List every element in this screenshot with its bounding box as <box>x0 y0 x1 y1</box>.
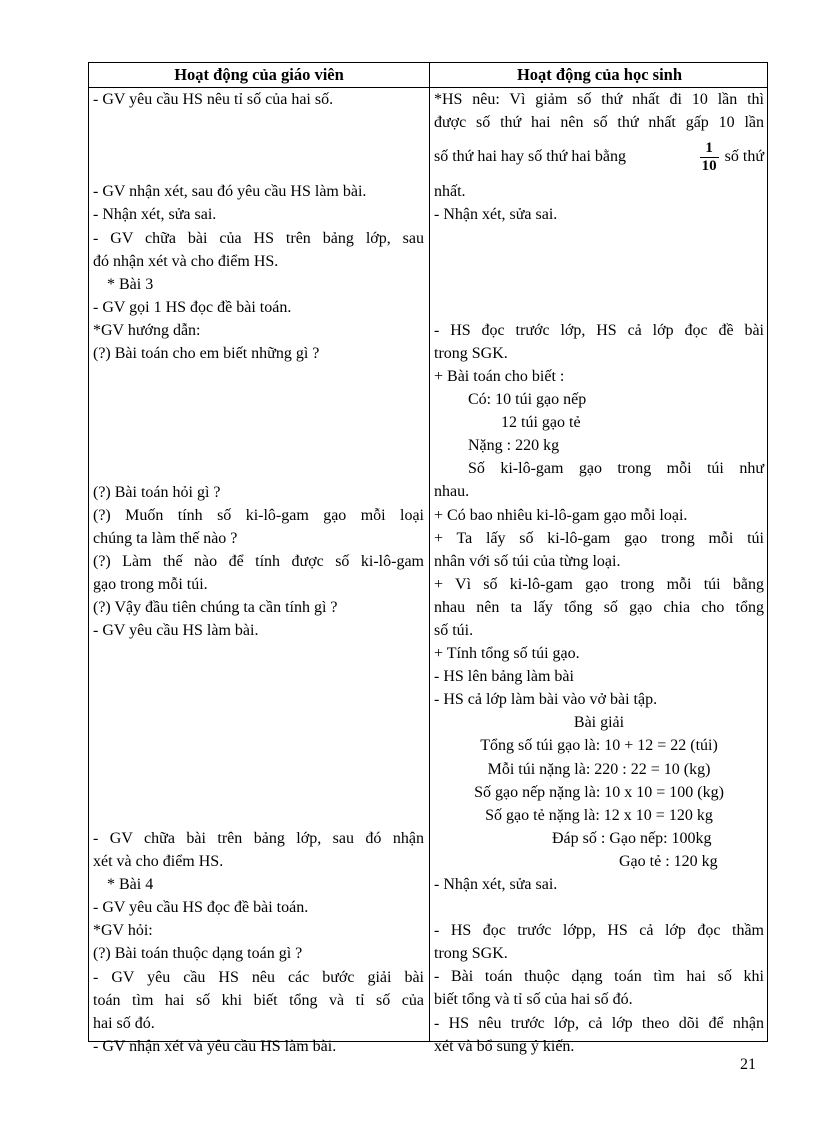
teacher-line <box>93 735 424 758</box>
teacher-line <box>93 365 424 388</box>
student-line: - HS đọc trước lớp, HS cả lớp đọc đề bài <box>434 321 764 339</box>
teacher-line <box>93 388 424 411</box>
table-header <box>89 63 767 88</box>
teacher-line: - Nhận xét, sửa sai. <box>93 206 217 224</box>
student-line: nhau nên ta lấy tổng số gạo chia cho tổng <box>434 598 764 616</box>
teacher-line <box>93 781 424 804</box>
teacher-line: toán tìm hai số khi biết tổng và tỉ số của <box>93 991 424 1009</box>
student-line: trong SGK. <box>434 344 508 362</box>
teacher-line <box>93 111 424 134</box>
header-student: Hoạt động của học sinh <box>516 65 683 84</box>
teacher-line <box>93 665 424 688</box>
student-line: biết tổng và tỉ số của hai số đó. <box>434 991 633 1009</box>
teacher-line <box>93 134 424 157</box>
teacher-line: - GV yêu cầu HS làm bài. <box>93 622 259 640</box>
student-line: trong SGK. <box>434 945 508 963</box>
student-line: - HS nêu trước lớp, cả lớp theo dõi để nhận <box>434 1014 764 1032</box>
student-line: - HS cả lớp làm bài vào vở bài tập. <box>434 691 658 709</box>
student-line: - Nhận xét, sửa sai. <box>434 206 558 224</box>
student-line: Số ki-lô-gam gạo trong mỗi túi như <box>468 460 764 478</box>
solution-line: Tổng số túi gạo là: 10 + 12 = 22 (túi) <box>480 737 718 755</box>
student-line: - Bài toán thuộc dạng toán tìm hai số khi <box>434 968 764 986</box>
student-line: Nặng : 220 kg <box>468 437 560 455</box>
teacher-line: - GV yêu cầu HS nêu tỉ số của hai số. <box>93 91 334 108</box>
student-line: xét và bổ sung ý kiến. <box>434 1037 575 1055</box>
teacher-line <box>93 688 424 711</box>
student-line: + Có bao nhiêu ki-lô-gam gạo mỗi loại. <box>434 506 688 524</box>
student-line: nhau. <box>434 483 470 501</box>
answer-line: Gạo tẻ : 120 kg <box>619 852 718 870</box>
student-line: + Ta lấy số ki-lô-gam gạo trong mỗi túi <box>434 529 764 547</box>
teacher-line <box>93 712 424 735</box>
solution-line: Mỗi túi nặng là: 220 : 22 = 10 (kg) <box>487 760 711 778</box>
teacher-line <box>93 411 424 434</box>
student-line: Có: 10 túi gạo nếp <box>468 391 587 409</box>
student-column <box>434 88 764 1058</box>
teacher-line <box>93 642 424 665</box>
teacher-line <box>93 157 424 180</box>
teacher-line <box>93 434 424 457</box>
student-line: nhân với số túi của từng loại. <box>434 552 621 570</box>
student-line: được số thứ hai nên số thứ nhất gấp 10 lần <box>434 114 764 132</box>
student-line: + Vì số ki-lô-gam gạo trong mỗi túi bằng <box>434 575 764 593</box>
exercise-heading: * Bài 4 <box>107 876 154 894</box>
page-number: 21 <box>740 1056 756 1073</box>
lesson-table <box>88 62 768 1055</box>
student-line-fraction <box>434 134 764 180</box>
student-line: 12 túi gạo tẻ <box>501 414 581 432</box>
teacher-line <box>93 758 424 781</box>
student-line: + Bài toán cho biết : <box>434 367 565 385</box>
teacher-line: - GV nhận xét, sau đó yêu cầu HS làm bài. <box>93 183 367 201</box>
student-line: nhất. <box>434 183 466 201</box>
column-divider <box>429 63 430 1041</box>
teacher-line: xét và cho điểm HS. <box>93 853 224 871</box>
solution-heading: Bài giải <box>573 714 625 732</box>
teacher-line: - GV chữa bài trên bảng lớp, sau đó nhận <box>93 830 424 847</box>
teacher-line: đó nhận xét và cho điểm HS. <box>93 252 279 270</box>
teacher-line: (?) Muốn tính số ki-lô-gam gạo mỗi loại <box>93 506 424 524</box>
teacher-line <box>93 458 424 481</box>
teacher-line: - GV yêu cầu HS đọc đề bài toán. <box>93 899 309 917</box>
solution-line: Số gạo tẻ nặng là: 12 x 10 = 120 kg <box>485 806 713 824</box>
teacher-line: hai số đó. <box>93 1014 155 1032</box>
fraction-denominator: 10 <box>701 157 717 174</box>
teacher-line: (?) Bài toán cho em biết những gì ? <box>93 345 320 363</box>
teacher-line: (?) Bài toán thuộc dạng toán gì ? <box>93 945 303 963</box>
teacher-line: - GV gọi 1 HS đọc đề bài toán. <box>93 298 292 316</box>
teacher-line: chúng ta làm thế nào ? <box>93 529 238 547</box>
solution-line: Số gạo nếp nặng là: 10 x 10 = 100 (kg) <box>474 783 724 801</box>
teacher-line: *GV hướng dẫn: <box>93 321 201 339</box>
fraction-one-tenth <box>700 140 719 175</box>
student-text: số thứ hai hay số thứ hai bằng <box>434 148 626 166</box>
teacher-line: - GV chữa bài của HS trên bảng lớp, sau <box>93 229 424 247</box>
exercise-heading: * Bài 3 <box>107 275 154 293</box>
teacher-line <box>93 804 424 827</box>
teacher-line: (?) Bài toán hỏi gì ? <box>93 483 221 501</box>
teacher-column <box>93 88 424 1058</box>
student-line: số túi. <box>434 621 474 639</box>
teacher-line: - GV nhận xét và yêu cầu HS làm bài. <box>93 1037 337 1055</box>
student-line: *HS nêu: Vì giảm số thứ nhất đi 10 lần thì <box>434 91 764 108</box>
teacher-line: *GV hỏi: <box>93 922 153 940</box>
teacher-line: gạo trong mỗi túi. <box>93 575 208 593</box>
fraction-numerator: 1 <box>700 140 719 158</box>
student-line: - HS đọc trước lớpp, HS cả lớp đọc thầm <box>434 922 764 940</box>
student-line: - HS lên bảng làm bài <box>434 668 574 686</box>
teacher-line: - GV yêu cầu HS nêu các bước giải bài <box>93 968 424 986</box>
header-teacher: Hoạt động của giáo viên <box>174 65 344 84</box>
answer-line: Đáp số : Gạo nếp: 100kg <box>552 829 712 847</box>
teacher-line: (?) Làm thế nào để tính được số ki-lô-gam <box>93 552 424 570</box>
student-line: - Nhận xét, sửa sai. <box>434 876 558 893</box>
student-line: + Tính tổng số túi gạo. <box>434 645 580 663</box>
teacher-line: (?) Vậy đầu tiên chúng ta cần tính gì ? <box>93 599 338 617</box>
student-text: số thứ <box>724 148 764 166</box>
